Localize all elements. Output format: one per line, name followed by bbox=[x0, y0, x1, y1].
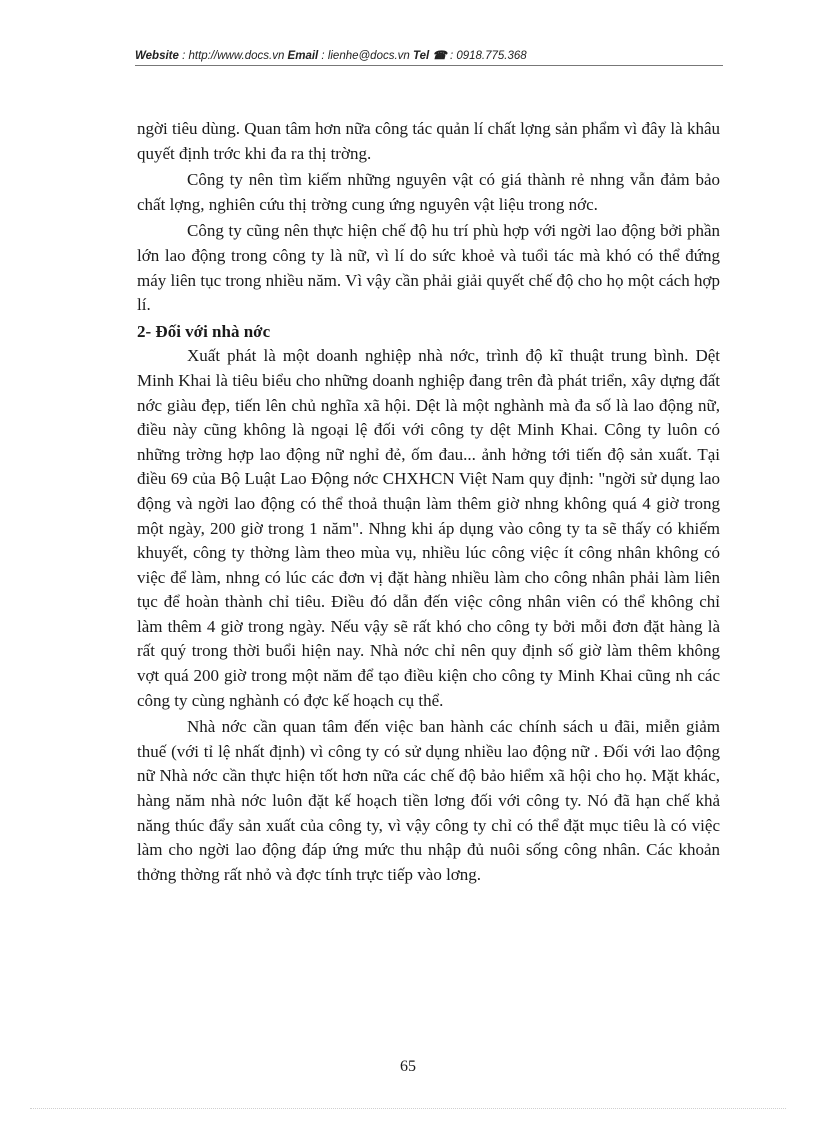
document-body bbox=[137, 117, 720, 889]
paragraph-continuation: ngời tiêu dùng. Quan tâm hơn nữa công tác quản lí chất lợng sản phẩm vì đây là khâu quyết định trớc khi đa ra thị trờng. bbox=[137, 119, 720, 163]
email-label: Email bbox=[287, 50, 319, 62]
phone-icon: ☎ bbox=[432, 50, 447, 62]
paragraph: Công ty nên tìm kiếm những nguyên vật có giá thành rẻ nhng vẫn đảm bảo chất lợng, nghiên cứu thị trờng cung ứng nguyên vật liệu trong nớc. bbox=[137, 170, 720, 214]
email-value: : lienhe@docs.vn bbox=[318, 50, 414, 62]
page-header bbox=[135, 48, 723, 62]
header-divider bbox=[135, 65, 723, 66]
tel-label: Tel bbox=[413, 50, 430, 62]
paragraph: Công ty cũng nên thực hiện chế độ hu trí phù hợp với ngời lao động bởi phần lớn lao động trong công ty là nữ, vì lí do sức khoẻ và tuổi tác mà khó có thể đứng máy liên tục trong nhiều năm. Vì vậy cần phải giải quyết chế độ cho họ một cách hợp lí. bbox=[137, 221, 720, 315]
page-number: 65 bbox=[400, 1058, 416, 1075]
website-label: Website bbox=[135, 50, 179, 62]
footer-divider bbox=[30, 1108, 786, 1109]
section-heading: 2- Đối với nhà nớc bbox=[137, 321, 271, 341]
tel-value: : 0918.775.368 bbox=[446, 50, 527, 62]
paragraph: Nhà nớc cần quan tâm đến việc ban hành các chính sách u đãi, miễn giảm thuế (với tỉ lệ nhất định) vì công ty có sử dụng nhiều lao động nữ . Đối với lao động nữ Nhà nớc cần thực hiện tốt hơn nữa các chế độ bảo hiểm xã hội cho họ. Mặt khác, hàng năm nhà nớc luôn đặt kế hoạch tiền lơng đối với công ty. Nó đã hạn chế khả năng thúc đẩy sản xuất của công ty, vì vậy công ty chỉ có thể đặt mục tiêu là có việc làm cho ngời lao động đáp ứng mức thu nhập đủ nuôi sống công nhân. Các khoản thởng thờng rất nhỏ và đợc tính trực tiếp vào lơng. bbox=[137, 717, 720, 884]
website-value: : http://www.docs.vn bbox=[178, 50, 288, 62]
paragraph: Xuất phát là một doanh nghiệp nhà nớc, trình độ kĩ thuật trung bình. Dệt Minh Khai là tiêu biểu cho những doanh nghiệp đang trên đà phát triển, xây dựng đất nớc giàu đẹp, tiến lên chủ nghĩa xã hội. Dệt là một nghành mà đa số là lao động nữ, điều này cũng không là ngoại lệ đối với công ty dệt Minh Khai. Công ty luôn có những trờng hợp lao động nữ nghỉ đẻ, ốm đau... ảnh hởng tới tiến độ sản xuất. Tại điều 69 của Bộ Luật Lao Động nớc CHXHCN Việt Nam quy định: "ngời sử dụng lao động và ngời lao động có thể thoả thuận làm thêm giờ nhng không quá 4 giờ trong một ngày, 200 giờ trong 1 năm". Nhng khi áp dụng vào công ty ta sẽ thấy có khiếm khuyết, công ty thờng làm theo mùa vụ, nhiều lúc công việc ít công nhân không có việc để làm, nhng có lúc các đơn vị đặt hàng nhiều làm cho công nhân phải làm liên tục để hoàn thành chỉ tiêu. Điều đó dẫn đến việc công nhân viên có thể không chỉ làm thêm 4 giờ trong ngày. Nếu vậy sẽ rất khó cho công ty bởi mỗi đơn đặt hàng là rất quý trong thời buổi hiện nay. Nhà nớc chỉ nên quy định số giờ làm thêm không vợt quá 200 giờ trong một năm để tạo điều kiện cho công ty Minh Khai cũng nh các công ty cùng nghành có đợc kế hoạch cụ thể. bbox=[137, 346, 720, 710]
